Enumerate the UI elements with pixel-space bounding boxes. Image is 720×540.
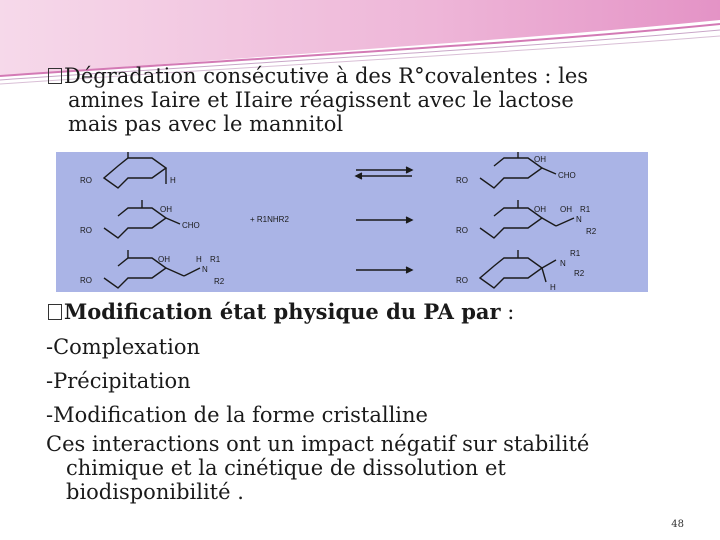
- r2-label: R2: [574, 269, 585, 278]
- r1-label: R1: [210, 255, 221, 264]
- impact-line-3: biodisponibilité .: [66, 480, 244, 504]
- reagent-label: + R1NHR2: [250, 215, 289, 224]
- reaction-diagram: [56, 152, 648, 292]
- physical-modification-paragraph: [48, 300, 688, 324]
- row2-left-open-chain: [80, 200, 200, 238]
- row3-left-aminal: [80, 250, 225, 288]
- row1-arrows: [356, 167, 412, 179]
- oh-label: OH: [560, 205, 572, 214]
- ro-label: RO: [80, 176, 92, 185]
- list-item: -Complexation: [46, 335, 200, 359]
- impact-paragraph: [46, 432, 686, 504]
- reaction-scheme: [56, 152, 648, 292]
- r1-label: R1: [580, 205, 591, 214]
- modification-list: [46, 330, 686, 432]
- cho-label: CHO: [182, 221, 200, 230]
- ro-label: RO: [456, 226, 468, 235]
- oh-label: OH: [534, 155, 546, 164]
- oh-label: OH: [534, 205, 546, 214]
- n-label: N: [202, 265, 208, 274]
- row3-right-closed-glycosylamine: [456, 249, 585, 292]
- n-label: N: [576, 215, 582, 224]
- physical-modification-colon: :: [500, 300, 515, 324]
- r2-label: R2: [586, 227, 597, 236]
- oh-label: OH: [160, 205, 172, 214]
- degradation-line-1: Dégradation consécutive à des R°covalentes : les: [64, 64, 589, 88]
- degradation-line-3: mais pas avec le mannitol: [68, 112, 344, 136]
- page-number: 48: [671, 519, 684, 530]
- list-item: -Précipitation: [46, 369, 191, 393]
- physical-modification-heading: Modification état physique du PA par: [64, 299, 501, 324]
- h-label: H: [170, 176, 176, 185]
- row2-arrow: [356, 217, 412, 223]
- list-item: -Modification de la forme cristalline: [46, 403, 428, 427]
- h-label: H: [196, 255, 202, 264]
- r1-label: R1: [570, 249, 581, 258]
- r2-label: R2: [214, 277, 225, 286]
- ro-label: RO: [80, 276, 92, 285]
- n-label: N: [560, 259, 566, 268]
- impact-line-1: Ces interactions ont un impact négatif sur stabilité: [46, 432, 590, 456]
- bullet-box-icon: [48, 304, 62, 320]
- oh-label: OH: [158, 255, 170, 264]
- cho-label: CHO: [558, 171, 576, 180]
- h-label: H: [550, 283, 556, 292]
- row2-right-aminal: [456, 200, 597, 238]
- row3-arrow: [356, 267, 412, 273]
- row1-right-open-chain: [456, 152, 576, 188]
- impact-line-2: chimique et la cinétique de dissolution et: [66, 456, 506, 480]
- ro-label: RO: [456, 276, 468, 285]
- degradation-paragraph: [48, 64, 688, 136]
- degradation-line-2: amines Iaire et IIaire réagissent avec le lactose: [68, 88, 574, 112]
- row1-left-closed-ring: [80, 152, 176, 188]
- ro-label: RO: [456, 176, 468, 185]
- ro-label: RO: [80, 226, 92, 235]
- bullet-box-icon: [48, 68, 62, 84]
